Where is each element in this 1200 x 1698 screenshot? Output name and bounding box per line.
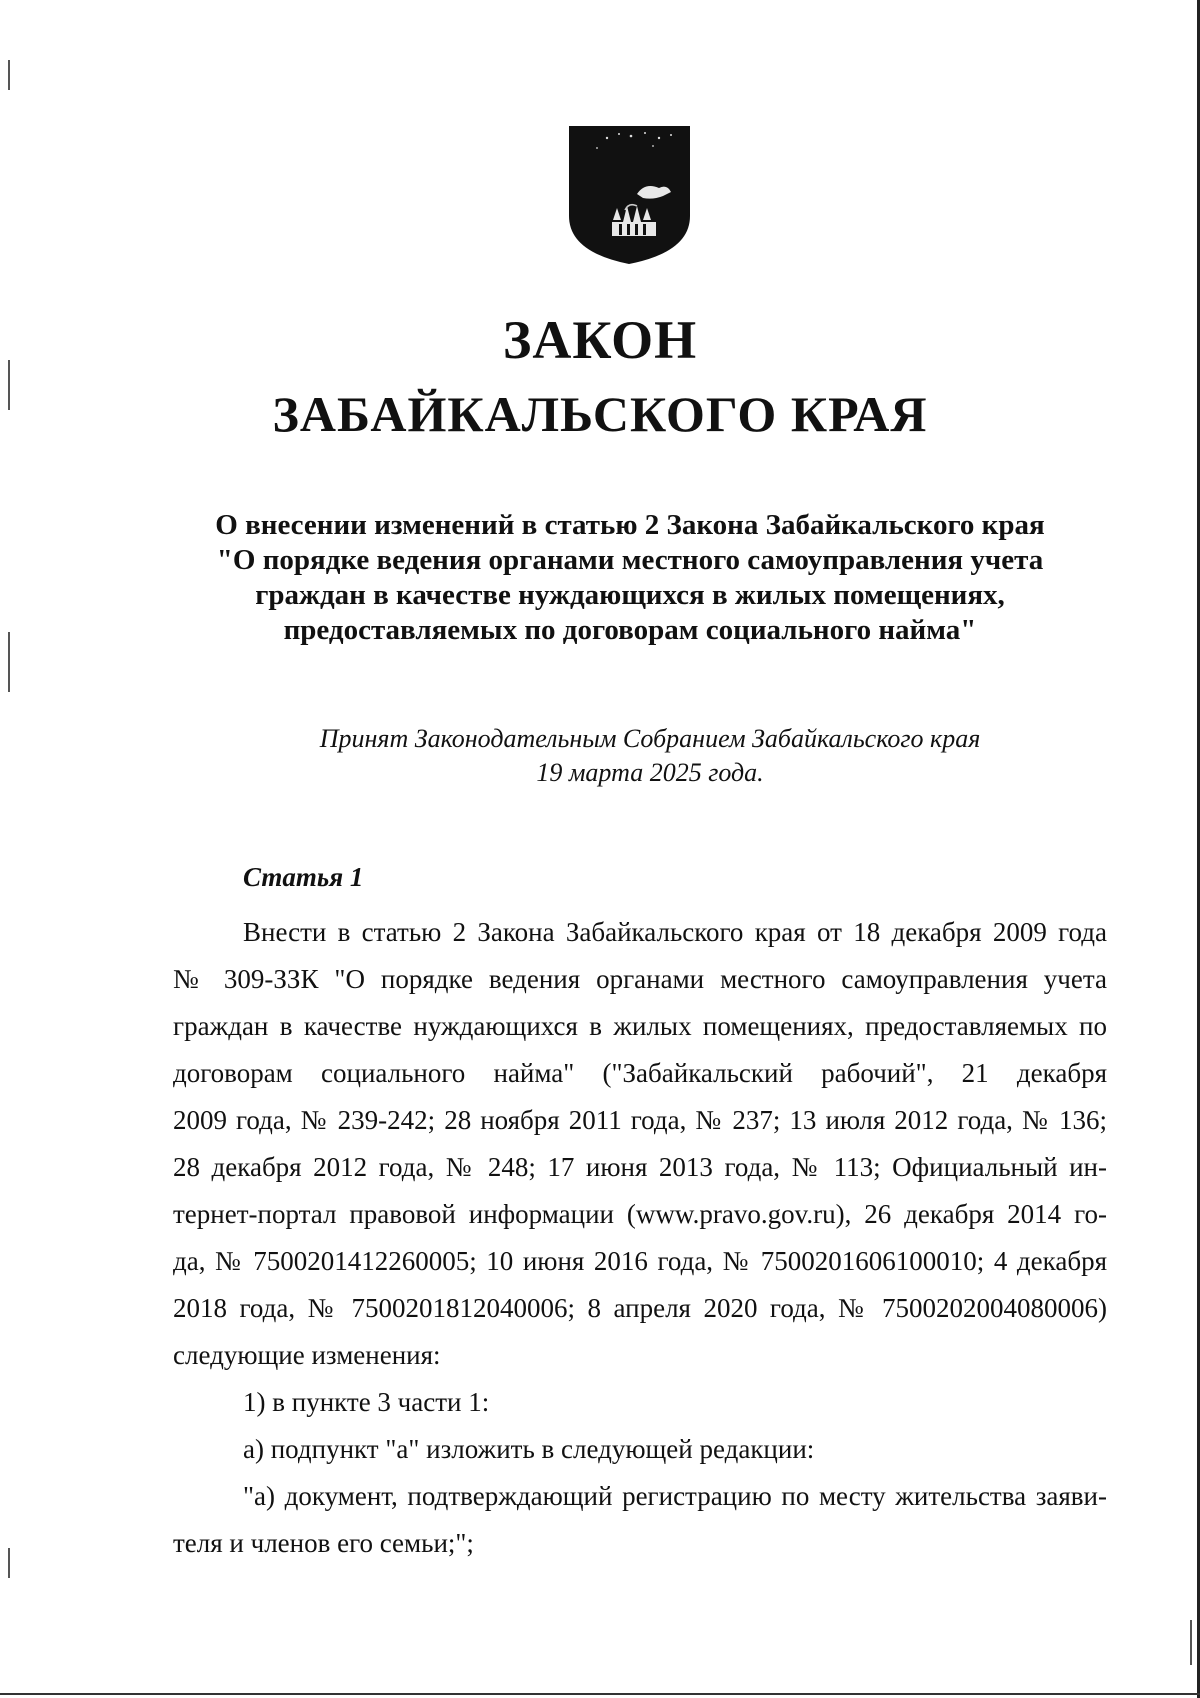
paragraph-line: Внести в статью 2 Закона Забайкальского края от 18 декабря 2009 года bbox=[243, 917, 1107, 947]
paragraph-line: 28 декабря 2012 года, № 248; 17 июня 2013 года, № 113; Официальный ин- bbox=[173, 1152, 1107, 1182]
subtitle-line: граждан в качестве нуждающихся в жилых помещениях, bbox=[255, 579, 1005, 611]
subtitle-line: "О порядке ведения органами местного самоуправления учета bbox=[216, 544, 1044, 576]
adoption-note bbox=[230, 722, 1070, 790]
page-edge-bottom bbox=[0, 1693, 1200, 1695]
scan-mark bbox=[1190, 1620, 1192, 1665]
list-item: 1) в пункте 3 части 1: bbox=[243, 1387, 490, 1417]
paragraph-line: № 309-ЗЗК "О порядке ведения органами местного самоуправления учета bbox=[173, 964, 1107, 994]
coat-of-arms-icon bbox=[567, 124, 692, 266]
law-title: ЗАКОН bbox=[502, 310, 698, 370]
paragraph-line: тернет-портал правовой информации (www.pravo.gov.ru), 26 декабря 2014 го- bbox=[173, 1199, 1107, 1229]
list-item: а) подпункт "а" изложить в следующей редакции: bbox=[243, 1434, 815, 1464]
subtitle-line: предоставляемых по договорам социального найма" bbox=[283, 614, 977, 646]
adoption-line: Принят Законодательным Собранием Забайкальского края bbox=[319, 724, 981, 753]
quoted-text-line: "а) документ, подтверждающий регистрацию по месту жительства заяви- bbox=[243, 1481, 1107, 1511]
scan-mark bbox=[8, 1548, 10, 1578]
paragraph-line: да, № 7500201412260005; 10 июня 2016 года, № 7500201606100010; 4 декабря bbox=[173, 1246, 1107, 1276]
article-heading: Статья 1 bbox=[243, 862, 364, 892]
article-body bbox=[173, 909, 1107, 1567]
scan-mark bbox=[8, 60, 10, 90]
subtitle-line: О внесении изменений в статью 2 Закона Забайкальского края bbox=[215, 509, 1045, 541]
adoption-date: 19 марта 2025 года. bbox=[536, 758, 764, 787]
law-subtitle bbox=[150, 508, 1110, 648]
quoted-text-line: теля и членов его семьи;"; bbox=[173, 1528, 474, 1558]
paragraph-line: граждан в качестве нуждающихся в жилых помещениях, предоставляемых по bbox=[173, 1011, 1107, 1041]
paragraph-line: 2018 года, № 7500201812040006; 8 апреля 2020 года, № 7500202004080006) bbox=[173, 1293, 1107, 1323]
paragraph-line: 2009 года, № 239-242; 28 ноября 2011 года, № 237; 13 июля 2012 года, № 136; bbox=[173, 1105, 1107, 1135]
scan-mark bbox=[8, 632, 10, 692]
region-title: ЗАБАЙКАЛЬСКОГО КРАЯ bbox=[272, 386, 928, 442]
paragraph-line: договорам социального найма" ("Забайкальский рабочий", 21 декабря bbox=[173, 1058, 1107, 1088]
paragraph-line: следующие изменения: bbox=[173, 1340, 441, 1370]
